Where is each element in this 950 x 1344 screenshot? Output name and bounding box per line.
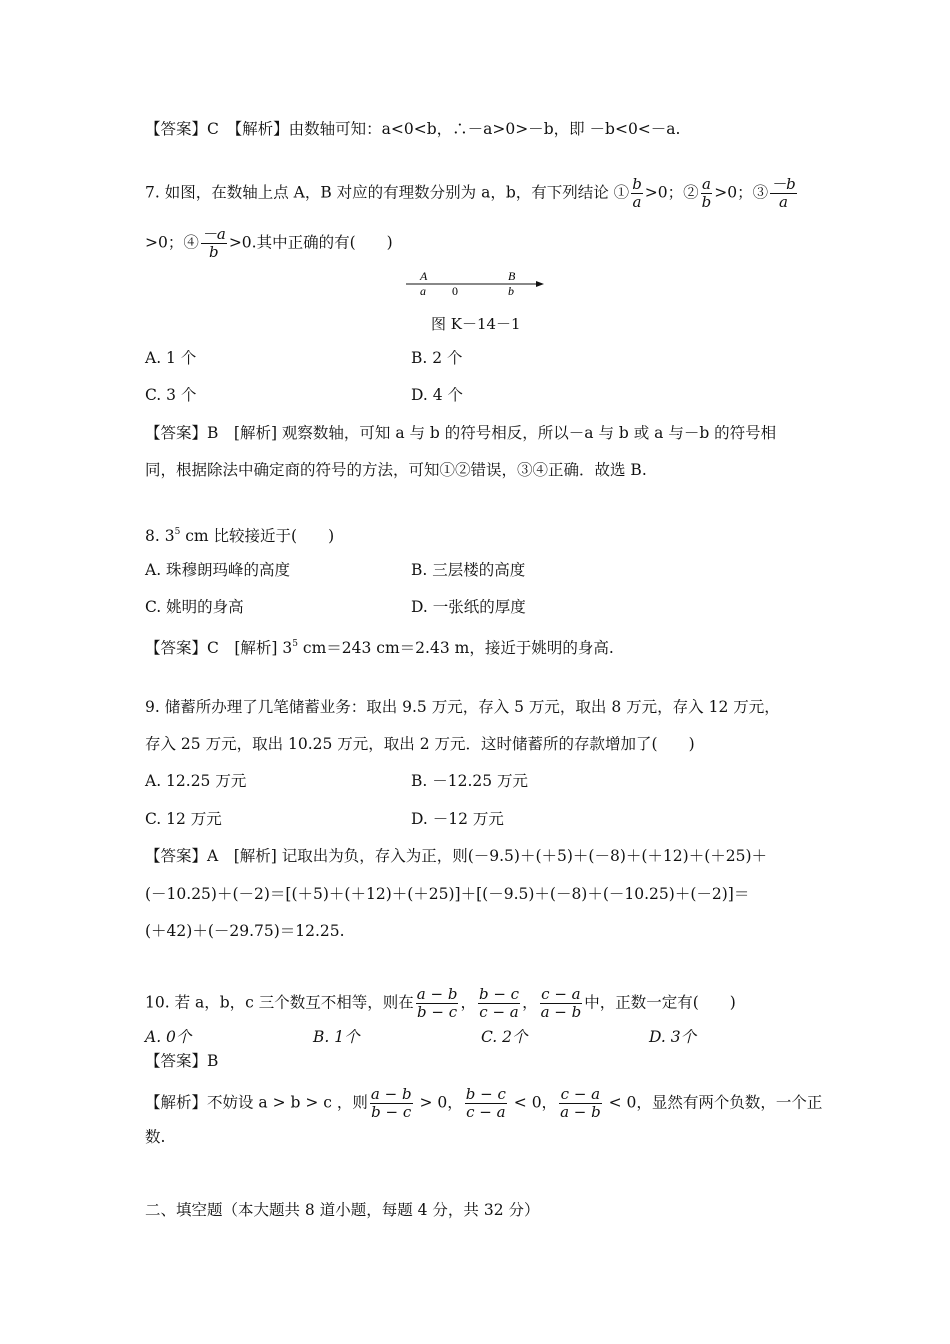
answer-q6: 【答案】C 【解析】由数轴可知：a<0<b，∴－a>0>－b，即 －b<0<－a. xyxy=(145,120,681,138)
q9-option-a: A. 12.25 万元 xyxy=(145,772,247,790)
point-b-value: b xyxy=(508,284,514,298)
q10-option-c: C. 2个 xyxy=(481,1028,528,1046)
q7-text-b: >0；④ xyxy=(145,233,199,252)
q7-option-d: D. 4 个 xyxy=(411,386,464,404)
q7-text-c: >0.其中正确的有( ) xyxy=(228,233,393,252)
q9-option-b: B. －12.25 万元 xyxy=(411,772,529,790)
q8-option-b: B. 三层楼的高度 xyxy=(411,561,526,579)
number-line-figure xyxy=(400,264,550,300)
q7-option-c: C. 3 个 xyxy=(145,386,197,404)
fraction-neg-b-over-a: $\frac{-b}{a}$ xyxy=(771,175,796,211)
q7-option-a: A. 1 个 xyxy=(145,349,197,367)
point-a-value: a xyxy=(420,284,426,298)
point-A-label: A xyxy=(420,269,428,283)
point-B-label: B xyxy=(508,269,516,283)
q8-option-c: C. 姚明的身高 xyxy=(145,598,244,616)
question-10: 10. 若 a，b，c 三个数互不相等，则在 $\frac{a - b}{b - c}$ ， $\frac{b - c}{c - a}$ ， $\frac{c - a}{a - b}$ 中，正数一定有( ) xyxy=(145,985,736,1021)
origin-label: 0 xyxy=(452,284,458,298)
q9-option-d: D. －12 万元 xyxy=(411,810,504,828)
exp-fraction-1: $\frac{a - b}{b - c}$ xyxy=(370,1085,412,1121)
q7-text-a: 7. 如图，在数轴上点 A，B 对应的有理数分别为 a，b，有下列结论 ① xyxy=(145,183,630,202)
q10-option-d: D. 3个 xyxy=(649,1028,697,1046)
answer-q10: 【答案】B xyxy=(145,1052,219,1070)
answer-q9-line-2: (－10.25)＋(－2)＝[(＋5)＋(＋12)＋(＋25)]＋[(－9.5)＋(－8)＋(－10.25)＋(－2)]＝ xyxy=(145,885,750,903)
answer-q9-line-1: 【答案】A [解析] 记取出为负，存入为正，则(－9.5)＋(＋5)＋(－8)＋(＋12)＋(＋25)＋ xyxy=(145,847,768,865)
fraction-b-over-a: $\frac{b}{a}$ xyxy=(632,175,642,211)
q7-option-b: B. 2 个 xyxy=(411,349,463,367)
q10-option-a: A. 0个 xyxy=(145,1028,192,1046)
q8-option-d: D. 一张纸的厚度 xyxy=(411,598,526,616)
fraction-amb-over-bmc: $\frac{a - b}{b - c}$ xyxy=(416,985,458,1021)
q8-option-a: A. 珠穆朗玛峰的高度 xyxy=(145,561,291,579)
explanation-q10-end: 数. xyxy=(145,1128,166,1146)
explanation-q10: 【解析】不妨设 a > b > c ，则 $\frac{a - b}{b - c}$ > 0， $\frac{b - c}{c - a}$ < 0， $\frac{c - a}{a - b}$ < 0，显然有两个负数，一个正 xyxy=(145,1085,823,1121)
answer-q7-line-2: 同，根据除法中确定商的符号的方法，可知①②错误，③④正确．故选 B. xyxy=(145,461,647,479)
answer-q8: 【答案】C [解析] $3^5$ cm＝243 cm＝2.43 m，接近于姚明的身高. xyxy=(145,639,614,657)
q9-option-c: C. 12 万元 xyxy=(145,810,222,828)
answer-q9-line-3: (＋42)＋(－29.75)＝12.25. xyxy=(145,922,345,940)
fraction-a-over-b: $\frac{a}{b}$ xyxy=(701,175,712,211)
answer-q7-line-1: 【答案】B [解析] 观察数轴，可知 a 与 b 的符号相反，所以－a 与 b 或 a 与－b 的符号相 xyxy=(145,424,777,442)
figure-caption: 图 K－14－1 xyxy=(431,315,521,333)
section-2-heading: 二、填空题（本大题共 8 道小题，每题 4 分，共 32 分） xyxy=(145,1201,540,1219)
question-7-line-1 xyxy=(145,176,799,211)
q10-option-b: B. 1个 xyxy=(313,1028,360,1046)
q7-text-r2: >0；③ xyxy=(714,183,769,202)
fraction-cma-over-amb: $\frac{c - a}{a - b}$ xyxy=(540,985,582,1021)
exp-fraction-3: $\frac{c - a}{a - b}$ xyxy=(560,1085,601,1121)
fraction-neg-a-over-b: $\frac{-a}{b}$ xyxy=(201,225,226,261)
exp-fraction-2: $\frac{b - c}{c - a}$ xyxy=(465,1085,506,1121)
q7-text-r1: >0；② xyxy=(644,183,699,202)
question-9-line-2: 存入 25 万元，取出 10.25 万元，取出 2 万元．这时储蓄所的存款增加了( ) xyxy=(145,735,695,753)
fraction-bmc-over-cma: $\frac{b - c}{c - a}$ xyxy=(478,985,520,1021)
question-8: 8. $3^5$ cm 比较接近于( ) xyxy=(145,527,335,545)
question-7-line-2 xyxy=(145,226,393,261)
question-9-line-1: 9. 储蓄所办理了几笔储蓄业务：取出 9.5 万元，存入 5 万元，取出 8 万元，存入 12 万元， xyxy=(145,698,780,716)
